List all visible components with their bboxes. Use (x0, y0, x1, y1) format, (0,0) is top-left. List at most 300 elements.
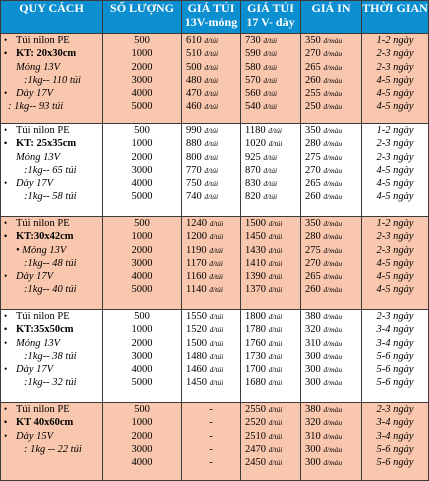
price-unit: đ/túi (209, 365, 224, 375)
price-unit: đ/màu (323, 245, 343, 255)
spec-line (4, 323, 102, 336)
price-line (241, 456, 300, 469)
spec-text: :1kg-- 58 túi (24, 191, 77, 203)
quantity-value: 4000 (131, 88, 153, 100)
price-unit: đ/màu (323, 192, 343, 202)
price-unit: đ/túi (204, 62, 219, 72)
price-line (182, 190, 240, 203)
price-value: 590 (245, 48, 261, 60)
spec-text: KT:35x50cm (16, 324, 74, 336)
price-line (301, 217, 361, 230)
price-line (301, 443, 361, 456)
price-line (182, 34, 240, 47)
spec-text: Túi nilon PE (16, 311, 70, 322)
price-value: 570 (245, 74, 261, 86)
quantity-value: 500 (134, 311, 150, 322)
price-line (301, 124, 361, 137)
spec-line (4, 416, 102, 429)
price-unit: đ/túi (268, 285, 283, 295)
price-unit: đ/túi (268, 444, 283, 454)
header-price-13v-line1: GIÁ TÚI (187, 1, 235, 15)
table-row (1, 34, 429, 124)
price-unit: đ/túi (268, 232, 283, 242)
price-line (301, 403, 361, 416)
price-unit: đ/túi (204, 179, 219, 189)
price-line (182, 270, 240, 283)
price-13v-cell (182, 217, 241, 310)
time-value: 1-2 ngày (376, 218, 414, 229)
time-value: 2-3 ngày (376, 311, 414, 322)
quantity-cell (103, 310, 182, 403)
time-value: 4-5 ngày (376, 257, 414, 269)
spec-cell (1, 403, 103, 481)
price-unit: đ/túi (268, 219, 283, 228)
price-unit: đ/túi (204, 49, 219, 59)
price-13v-cell (182, 124, 241, 217)
price-value: 260 (305, 284, 321, 296)
price-line (241, 376, 300, 389)
price-value: 310 (305, 337, 321, 349)
price-13v-cell (182, 403, 241, 481)
price-unit: đ/màu (323, 165, 343, 175)
price-value: 260 (305, 74, 321, 86)
header-price-13v-line2: 13V-mỏng (184, 15, 238, 29)
time-value: 2-3 ngày (376, 244, 414, 256)
spec-line (4, 403, 102, 416)
price-unit: đ/màu (323, 179, 343, 189)
price-unit: đ/màu (323, 458, 343, 468)
price-unit: đ/túi (209, 245, 224, 255)
price-unit: đ/túi (209, 325, 224, 335)
quantity-cell (103, 403, 182, 481)
price-unit: đ/túi (209, 312, 224, 321)
price-line (241, 350, 300, 363)
time-value: 3-4 ngày (376, 324, 414, 336)
quantity-value: 3000 (131, 257, 153, 269)
price-value: 610 (186, 35, 202, 46)
price-unit: đ/màu (323, 365, 343, 375)
price-line (301, 87, 361, 100)
quantity-value: 500 (134, 218, 150, 229)
price-line (182, 74, 240, 87)
price-value: 265 (305, 61, 321, 73)
price-line (241, 151, 300, 164)
spec-text: Dày 17V (16, 88, 54, 100)
price-unit: đ/màu (323, 272, 343, 282)
price-line (182, 416, 240, 429)
price-value: 510 (186, 48, 202, 60)
price-value: 770 (186, 164, 202, 176)
price-line (182, 323, 240, 336)
price-value: 1450 (245, 231, 266, 243)
price-line (301, 34, 361, 47)
price-value: 320 (305, 324, 321, 336)
quantity-value: 3000 (131, 443, 153, 455)
price-unit: đ/túi (263, 102, 278, 112)
price-value: 460 (186, 101, 202, 113)
price-value: 540 (245, 101, 261, 113)
time-value: 2-3 ngày (376, 404, 414, 415)
print-price-cell (301, 34, 362, 124)
time-value: 2-3 ngày (376, 61, 414, 73)
price-value: 320 (305, 417, 321, 429)
price-unit: đ/màu (323, 444, 343, 454)
quantity-value: 5000 (131, 101, 153, 113)
price-unit: đ/màu (323, 219, 343, 228)
price-value: 1800 (245, 311, 266, 322)
spec-line (4, 350, 102, 363)
time-value: 5-6 ngày (376, 443, 414, 455)
spec-cell (1, 34, 103, 124)
price-line (182, 47, 240, 60)
price-line (301, 310, 361, 323)
price-17v-cell (241, 310, 301, 403)
price-unit: đ/túi (268, 312, 283, 321)
price-line (182, 164, 240, 177)
spec-line (4, 244, 102, 257)
quantity-value: 4000 (131, 271, 153, 283)
price-value: 260 (305, 191, 321, 203)
price-value: 1500 (186, 337, 207, 349)
price-line (182, 443, 240, 456)
price-value: 1520 (186, 324, 207, 336)
price-line (301, 100, 361, 113)
price-value: 1500 (245, 218, 266, 229)
spec-text: :1kg-- 40 túi (24, 284, 77, 296)
price-line (241, 87, 300, 100)
price-value: 300 (305, 364, 321, 376)
time-value: 2-3 ngày (376, 48, 414, 60)
price-unit: đ/màu (323, 232, 343, 242)
price-unit: đ/túi (204, 139, 219, 149)
price-line (241, 416, 300, 429)
price-line (301, 190, 361, 203)
price-unit: đ/túi (263, 165, 278, 175)
spec-line (4, 87, 102, 100)
price-value: 500 (186, 61, 202, 73)
header-price-17v (241, 1, 301, 34)
spec-line (4, 124, 102, 137)
price-line (182, 230, 240, 243)
quantity-value: 4000 (131, 178, 153, 190)
price-unit: đ/màu (323, 49, 343, 59)
price-line (241, 137, 300, 150)
price-line (182, 61, 240, 74)
price-17v-cell (241, 403, 301, 481)
quantity-value: 1000 (131, 48, 153, 60)
price-unit: đ/túi (209, 338, 224, 348)
price-value: 1180 (245, 125, 266, 136)
price-value: 350 (305, 218, 321, 229)
price-unit: đ/túi (268, 126, 283, 135)
quantity-value: 1000 (131, 138, 153, 150)
price-value: 300 (305, 350, 321, 362)
header-price-17v-line1: GIÁ TÚI (247, 1, 294, 15)
price-unit: đ/túi (268, 365, 283, 375)
price-value: 270 (305, 164, 321, 176)
price-value: 2550 (245, 404, 266, 415)
price-value: 1190 (186, 244, 207, 256)
bullet-icon: • (4, 271, 8, 282)
spec-text: KT: 20x30cm (16, 48, 77, 60)
price-value: 1170 (186, 257, 207, 269)
price-value: 1430 (245, 244, 266, 256)
price-line (301, 164, 361, 177)
price-unit: đ/túi (204, 165, 219, 175)
bullet-icon: • (4, 430, 8, 441)
price-value: 270 (305, 257, 321, 269)
quantity-value: 5000 (131, 284, 153, 296)
spec-line (4, 100, 102, 113)
price-line (241, 337, 300, 350)
price-line (301, 376, 361, 389)
time-value: 4-5 ngày (376, 271, 414, 283)
price-value: 820 (245, 191, 261, 203)
price-unit: đ/túi (209, 219, 224, 228)
price-unit: đ/túi (204, 89, 219, 99)
print-price-cell (301, 124, 362, 217)
table-row (1, 403, 429, 481)
bullet-icon: • (4, 417, 8, 428)
price-line (182, 430, 240, 443)
spec-text: Dày 17V (16, 178, 54, 190)
price-value: 1730 (245, 350, 266, 362)
price-unit: đ/túi (263, 192, 278, 202)
price-unit: đ/túi (268, 351, 283, 361)
price-value: 380 (305, 404, 321, 415)
price-line (241, 430, 300, 443)
price-unit: đ/túi (268, 418, 283, 428)
price-unit: đ/túi (268, 325, 283, 335)
price-value: 1460 (186, 364, 207, 376)
quantity-cell (103, 124, 182, 217)
price-unit: đ/túi (263, 36, 278, 45)
time-value: 4-5 ngày (376, 164, 414, 176)
price-unit: đ/túi (209, 351, 224, 361)
price-line (241, 257, 300, 270)
quantity-value: 4000 (131, 457, 153, 469)
spec-text: Túi nilon PE (16, 35, 70, 46)
spec-text: Túi nilon PE (16, 125, 70, 136)
quantity-cell (103, 217, 182, 310)
price-line (182, 124, 240, 137)
price-value: 280 (305, 138, 321, 150)
price-value: 1370 (245, 284, 266, 296)
spec-text: :1kg-- 38 túi (24, 350, 77, 362)
time-value: 2-3 ngày (376, 151, 414, 163)
quantity-value: 2000 (131, 151, 153, 163)
price-value: 300 (305, 457, 321, 469)
price-value: 2450 (245, 457, 266, 469)
price-unit: đ/màu (323, 405, 343, 414)
spec-cell (1, 310, 103, 403)
price-value: 275 (305, 151, 321, 163)
price-line (301, 177, 361, 190)
price-value: 1140 (186, 284, 207, 296)
price-unit: đ/túi (204, 126, 219, 135)
spec-line (4, 47, 102, 60)
time-value: 3-4 ngày (376, 337, 414, 349)
time-cell (362, 34, 429, 124)
time-value: 5-6 ngày (376, 364, 414, 376)
price-line (241, 443, 300, 456)
spec-line (4, 270, 102, 283)
price-line (241, 47, 300, 60)
quantity-value: 5000 (131, 377, 153, 389)
price-line (241, 100, 300, 113)
price-unit: đ/túi (263, 152, 278, 162)
price-value: 2470 (245, 443, 266, 455)
price-value: 380 (305, 311, 321, 322)
price-line (301, 244, 361, 257)
price-line (301, 350, 361, 363)
price-unit: đ/màu (323, 126, 343, 135)
spec-text: :1kg-- 65 túi (24, 164, 77, 176)
price-unit: đ/túi (268, 431, 283, 441)
spec-line (4, 283, 102, 296)
price-unit: đ/túi (204, 152, 219, 162)
price-unit: đ/túi (268, 338, 283, 348)
spec-line (4, 257, 102, 270)
time-value: 4-5 ngày (376, 284, 414, 296)
header-price-13v (182, 1, 241, 34)
spec-text: Mỏng 13V (16, 337, 61, 349)
price-line (301, 74, 361, 87)
quantity-value: 500 (134, 35, 150, 46)
price-unit: đ/túi (263, 179, 278, 189)
spec-line (4, 177, 102, 190)
price-line (241, 270, 300, 283)
price-13v-cell (182, 34, 241, 124)
time-value: 1-2 ngày (376, 125, 414, 136)
price-value: 990 (186, 125, 202, 136)
price-line (241, 230, 300, 243)
spec-line (4, 363, 102, 376)
price-line (182, 177, 240, 190)
quantity-value: 1000 (131, 324, 153, 336)
spec-cell (1, 217, 103, 310)
time-value: 4-5 ngày (376, 178, 414, 190)
price-line (241, 74, 300, 87)
price-unit: đ/túi (268, 258, 283, 268)
quantity-cell (103, 34, 182, 124)
price-value: 560 (245, 88, 261, 100)
price-line (241, 310, 300, 323)
spec-line (4, 61, 102, 74)
quantity-value: 5000 (131, 191, 153, 203)
spec-line (4, 164, 102, 177)
quantity-value: 2000 (131, 244, 153, 256)
time-value: 3-4 ngày (376, 417, 414, 429)
time-value: 5-6 ngày (376, 377, 414, 389)
price-value: 1390 (245, 271, 266, 283)
price-line (182, 456, 240, 469)
price-line (301, 257, 361, 270)
price-unit: đ/túi (268, 378, 283, 388)
price-line (241, 363, 300, 376)
price-value: 310 (305, 430, 321, 442)
price-unit: đ/túi (268, 245, 283, 255)
spec-line (4, 34, 102, 47)
spec-text: :1kg-- 48 túi (24, 257, 77, 269)
time-value: 3-4 ngày (376, 430, 414, 442)
time-value: 2-3 ngày (376, 231, 414, 243)
quantity-value: 1000 (131, 231, 153, 243)
bullet-icon: • (4, 178, 8, 189)
price-value: 1450 (186, 377, 207, 389)
price-unit: đ/túi (204, 36, 219, 45)
price-value: - (209, 404, 213, 415)
spec-text: : 1kg-- 93 túi (8, 101, 64, 113)
price-value: 350 (305, 125, 321, 136)
price-unit: đ/túi (204, 192, 219, 202)
price-value: 470 (186, 88, 202, 100)
price-value: 1480 (186, 350, 207, 362)
price-line (301, 363, 361, 376)
price-line (241, 177, 300, 190)
price-value: 880 (186, 138, 202, 150)
price-unit: đ/túi (263, 89, 278, 99)
price-unit: đ/túi (209, 285, 224, 295)
quantity-value: 500 (134, 404, 150, 415)
price-unit: đ/màu (323, 152, 343, 162)
time-value: 4-5 ngày (376, 74, 414, 86)
quantity-value: 3000 (131, 350, 153, 362)
print-price-cell (301, 310, 362, 403)
price-unit: đ/màu (323, 258, 343, 268)
price-line (182, 100, 240, 113)
bullet-icon: • (4, 125, 8, 135)
price-line (301, 270, 361, 283)
price-value: 730 (245, 35, 261, 46)
price-line (301, 230, 361, 243)
spec-text: Dày 17V (16, 271, 54, 283)
price-value: 830 (245, 178, 261, 190)
price-line (182, 217, 240, 230)
price-line (182, 403, 240, 416)
price-unit: đ/túi (209, 378, 224, 388)
spec-line (4, 190, 102, 203)
price-value: 1680 (245, 377, 266, 389)
bullet-icon: • (4, 404, 8, 414)
spec-text: • Mỏng 13V (16, 244, 67, 256)
price-line (182, 350, 240, 363)
spec-text: Dày 17V (16, 364, 54, 376)
price-value: 265 (305, 178, 321, 190)
time-value: 2-3 ngày (376, 138, 414, 150)
table-row (1, 217, 429, 310)
price-unit: đ/màu (323, 62, 343, 72)
price-line (301, 61, 361, 74)
price-unit: đ/túi (209, 258, 224, 268)
header-price-17v-line2: 17 V- dày (246, 15, 295, 29)
price-value: 350 (305, 35, 321, 46)
price-value: 280 (305, 231, 321, 243)
table-row (1, 124, 429, 217)
price-value: 265 (305, 271, 321, 283)
time-cell (362, 403, 429, 481)
spec-text: KT 40x60cm (16, 417, 74, 429)
price-value: 1240 (186, 218, 207, 229)
price-line (301, 47, 361, 60)
quantity-value: 2000 (131, 337, 153, 349)
price-line (241, 244, 300, 257)
price-unit: đ/túi (268, 458, 283, 468)
time-value: 4-5 ngày (376, 191, 414, 203)
header-quantity: SỐ LƯỢNG (103, 1, 182, 34)
quantity-value: 3000 (131, 164, 153, 176)
spec-text: KT:30x42cm (16, 231, 74, 243)
